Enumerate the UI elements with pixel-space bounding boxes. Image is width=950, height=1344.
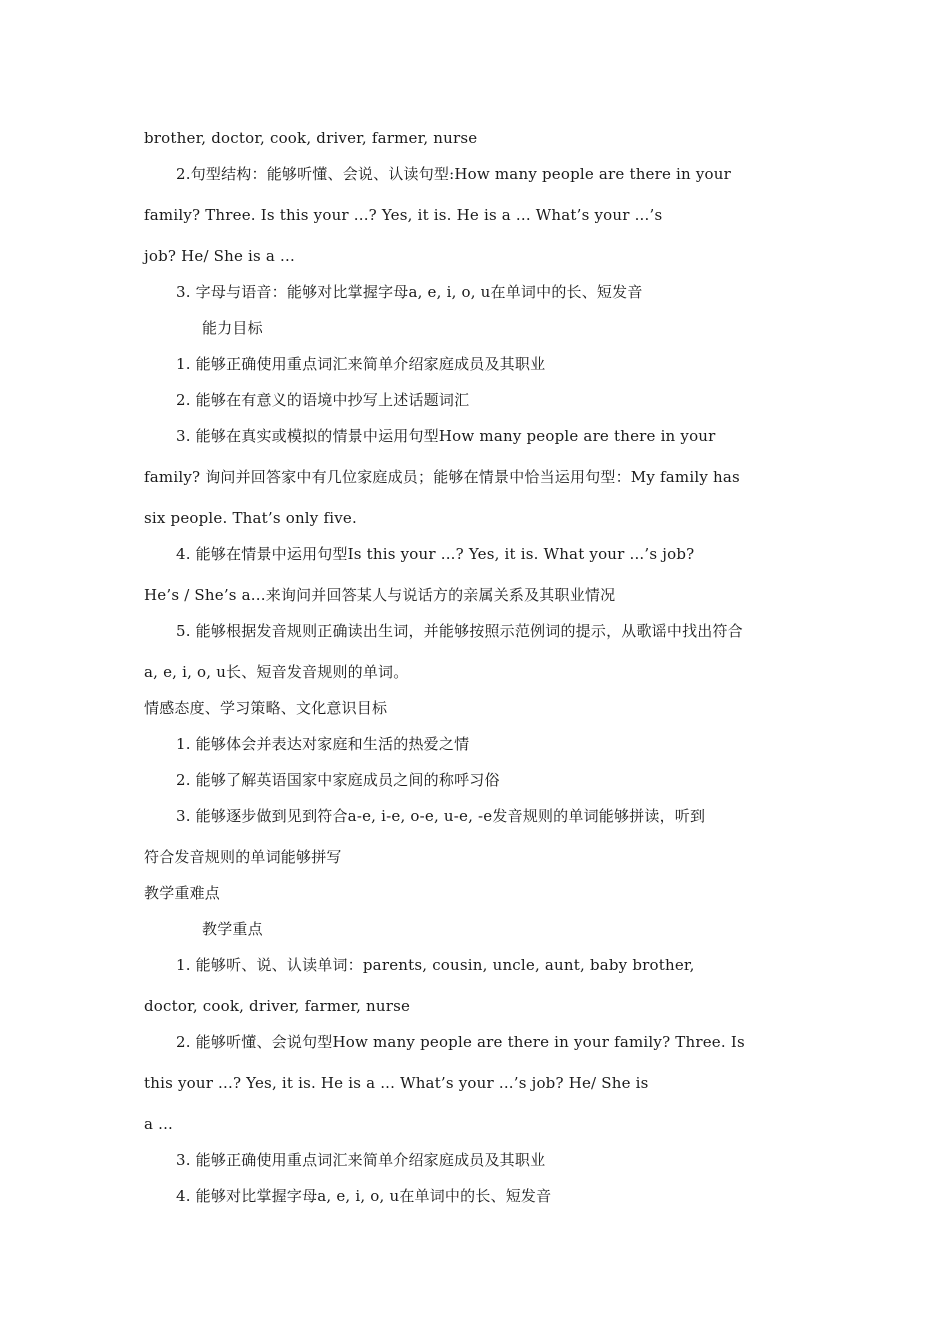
text-line-attitude-2: 2. 能够了解英语国家中家庭成员之间的称呼习俗 bbox=[176, 771, 500, 789]
text-line-vocab-continued: brother, doctor, cook, driver, farmer, nurse bbox=[144, 129, 478, 147]
text-line-sentence-structure: 2.句型结构：能够听懂、会说、认读句型:How many people are there in your bbox=[176, 165, 732, 183]
section-heading-ability-goals: 能力目标 bbox=[202, 319, 263, 337]
section-heading-key-difficult-points: 教学重难点 bbox=[144, 884, 221, 902]
text-line-key-3: 3. 能够正确使用重点词汇来简单介绍家庭成员及其职业 bbox=[176, 1151, 546, 1169]
text-line-attitude-1: 1. 能够体会并表达对家庭和生活的热爱之情 bbox=[176, 735, 470, 753]
text-line-ability-1: 1. 能够正确使用重点词汇来简单介绍家庭成员及其职业 bbox=[176, 355, 546, 373]
text-line-ability-5: 5. 能够根据发音规则正确读出生词，并能够按照示范例词的提示，从歌谣中找出符合 bbox=[176, 622, 743, 640]
text-line-letters-phonics: 3. 字母与语音：能够对比掌握字母a, e, i, o, u在单词中的长、短发音 bbox=[176, 283, 643, 301]
text-line-ability-2: 2. 能够在有意义的语境中抄写上述话题词汇 bbox=[176, 391, 470, 409]
text-line-key-4: 4. 能够对比掌握字母a, e, i, o, u在单词中的长、短发音 bbox=[176, 1187, 552, 1205]
text-line-key-2-cont: this your ...? Yes, it is. He is a ... What’s your ...’s job? He/ She is bbox=[144, 1074, 649, 1092]
text-line-ability-5-cont: a, e, i, o, u长、短音发音规则的单词。 bbox=[144, 663, 409, 681]
section-heading-attitude-goals: 情感态度、学习策略、文化意识目标 bbox=[144, 699, 388, 717]
text-line-ability-4: 4. 能够在情景中运用句型Is this your ...? Yes, it is. What your ...’s job? bbox=[176, 545, 695, 563]
text-line-ability-3-end: six people. That’s only five. bbox=[144, 509, 357, 527]
text-line-key-2-end: a ... bbox=[144, 1115, 174, 1133]
text-line-key-1: 1. 能够听、说、认读单词：parents, cousin, uncle, aunt, baby brother, bbox=[176, 956, 695, 974]
text-line-ability-4-cont: He’s / She’s a...来询问并回答某人与说话方的亲属关系及其职业情况 bbox=[144, 586, 616, 604]
text-line-sentence-structure-cont: family? Three. Is this your ...? Yes, it is. He is a ... What’s your ...’s bbox=[144, 206, 663, 224]
text-line-sentence-structure-end: job? He/ She is a ... bbox=[144, 247, 295, 265]
section-heading-key-points: 教学重点 bbox=[202, 920, 263, 938]
text-line-ability-3: 3. 能够在真实或模拟的情景中运用句型How many people are there in your bbox=[176, 427, 716, 445]
text-line-attitude-3-cont: 符合发音规则的单词能够拼写 bbox=[144, 848, 342, 866]
text-line-key-2: 2. 能够听懂、会说句型How many people are there in your family? Three. Is bbox=[176, 1033, 745, 1051]
text-line-key-1-cont: doctor, cook, driver, farmer, nurse bbox=[144, 997, 411, 1015]
text-line-ability-3-cont: family? 询问并回答家中有几位家庭成员；能够在情景中恰当运用句型：My family has bbox=[144, 468, 740, 486]
text-line-attitude-3: 3. 能够逐步做到见到符合a-e, i-e, o-e, u-e, -e发音规则的单词能够拼读，听到 bbox=[176, 807, 706, 825]
